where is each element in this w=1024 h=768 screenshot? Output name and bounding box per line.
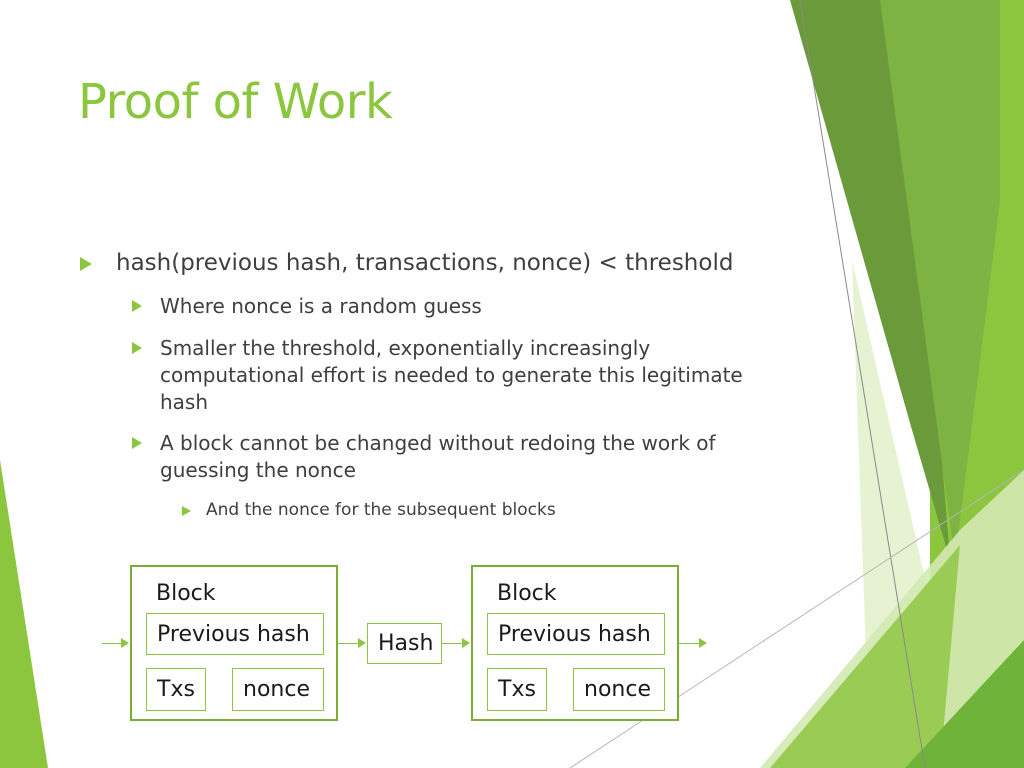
hash-to-block-2-line (442, 643, 462, 644)
block-1-previous-hash: Previous hash (146, 613, 324, 655)
bullet-arrow-icon (182, 506, 191, 516)
bullet-sub-2-line-2: computational effort is needed to generate this legitimate (160, 363, 743, 387)
incoming-arrow-line (102, 643, 122, 644)
bullet-arrow-icon (80, 257, 92, 271)
bullet-sub-2-text (160, 335, 743, 416)
bullet-main (80, 250, 733, 276)
bullet-arrow-icon (132, 300, 142, 312)
bullet-sub-1 (132, 293, 752, 320)
block-1-txs: Txs (146, 668, 206, 711)
bullet-sub-3-text (160, 430, 716, 484)
block-1 (130, 565, 338, 721)
bullet-sub-3-line-1: A block cannot be changed without redoing the work of (160, 431, 716, 455)
block-1-to-hash-head (358, 638, 366, 648)
hash-to-block-2-head (462, 638, 470, 648)
bullet-sub-2-line-3: hash (160, 390, 209, 414)
bullet-sub-sub-1 (182, 500, 556, 520)
block-2-label: Block (497, 581, 557, 606)
deco-shape-left-strip (0, 460, 48, 768)
bullet-sub-3 (132, 430, 752, 484)
bullet-sub-3-line-2: guessing the nonce (160, 458, 356, 482)
block-2-nonce: nonce (573, 668, 665, 711)
block-1-to-hash-line (338, 643, 358, 644)
outgoing-arrow-line (679, 643, 699, 644)
outgoing-arrow-head (699, 638, 707, 648)
incoming-arrow-head (121, 638, 129, 648)
bullet-sub-2 (132, 335, 752, 416)
bullet-sub-2-line-1: Smaller the threshold, exponentially increasingly (160, 336, 651, 360)
bullet-arrow-icon (132, 437, 142, 449)
block-2 (471, 565, 679, 721)
block-1-nonce: nonce (232, 668, 324, 711)
bullet-main-text: hash(previous hash, transactions, nonce) < threshold (116, 250, 734, 276)
block-1-label: Block (156, 581, 216, 606)
hash-box: Hash (367, 623, 442, 664)
block-2-txs: Txs (487, 668, 547, 711)
bullet-arrow-icon (132, 342, 142, 354)
slide-title: Proof of Work (78, 74, 393, 130)
bullet-sub-sub-1-text: And the nonce for the subsequent blocks (206, 500, 556, 520)
block-2-previous-hash: Previous hash (487, 613, 665, 655)
bullet-sub-1-text: Where nonce is a random guess (160, 294, 482, 318)
